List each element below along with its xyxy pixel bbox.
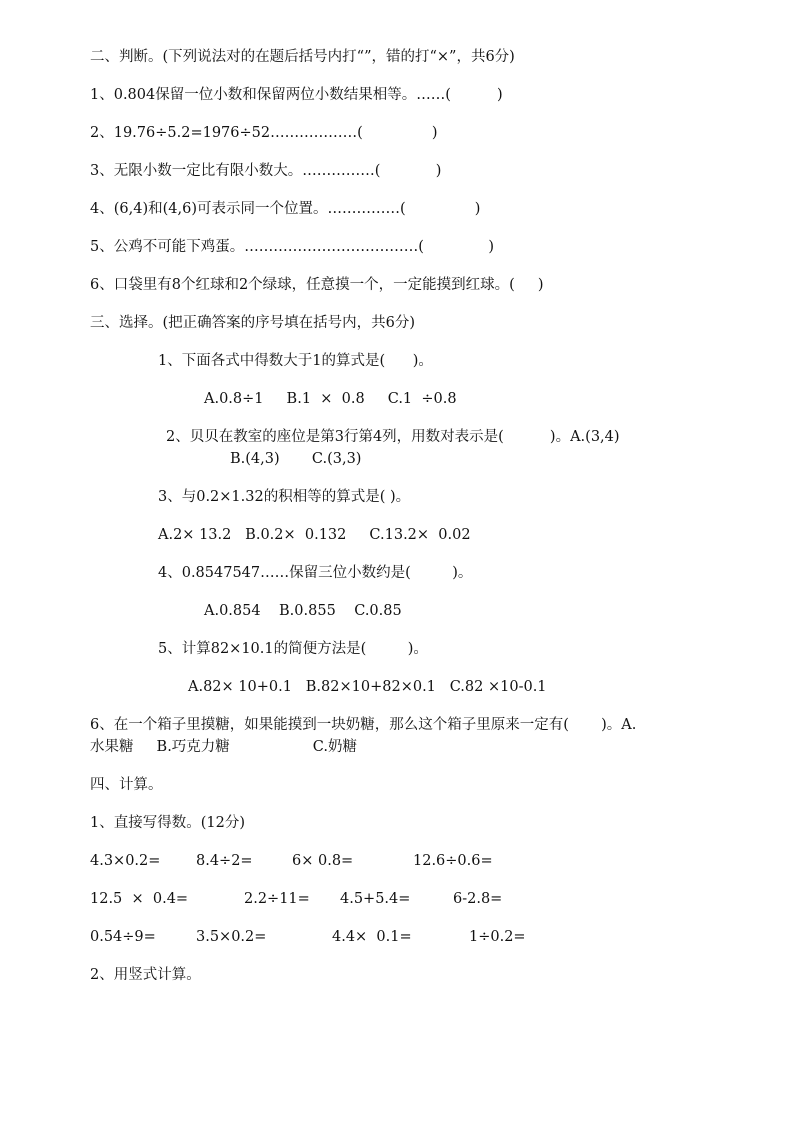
- calc-item: 4.3×0.2=: [90, 853, 161, 869]
- question-item: 1、下面各式中得数大于1的算式是( )。: [158, 353, 433, 369]
- answer-options: A.82× 10+0.1 B.82×10+82×0.1 C.82 ×10-0.1: [188, 679, 547, 695]
- question-item: 5、计算82×10.1的简便方法是( )。: [158, 641, 428, 657]
- answer-options: 水果糖 B.巧克力糖 C.奶糖: [90, 739, 357, 755]
- calc-item: 12.5 × 0.4=: [90, 891, 189, 907]
- answer-options: A.2× 13.2 B.0.2× 0.132 C.13.2× 0.02: [158, 527, 471, 543]
- question-item: 3、与0.2×1.32的积相等的算式是( )。: [158, 489, 411, 505]
- answer-options: A.0.8÷1 B.1 × 0.8 C.1 ÷0.8: [204, 391, 457, 407]
- answer-options: B.(4,3) C.(3,3): [230, 451, 362, 467]
- question-item: 4、(6,4)和(4,6)可表示同一个位置。……………( ): [90, 201, 481, 217]
- calc-item: 2.2÷11=: [244, 891, 310, 907]
- question-item: 1、0.804保留一位小数和保留两位小数结果相等。……( ): [90, 87, 503, 103]
- calc-item: 1÷0.2=: [469, 929, 526, 945]
- section-heading: 三、选择。(把正确答案的序号填在括号内，共6分): [90, 315, 416, 331]
- question-item: 5、公鸡不可能下鸡蛋。………………………………( ): [90, 239, 495, 255]
- calc-item: 0.54÷9=: [90, 929, 156, 945]
- calc-item: 6-2.8=: [453, 891, 503, 907]
- calc-item: 3.5×0.2=: [196, 929, 267, 945]
- question-item: 2、19.76÷5.2=1976÷52………………( ): [90, 125, 438, 141]
- calc-item: 4.5+5.4=: [340, 891, 411, 907]
- answer-options: A.0.854 B.0.855 C.0.85: [204, 603, 402, 619]
- calc-item: 8.4÷2=: [196, 853, 253, 869]
- section-heading: 二、判断。(下列说法对的在题后括号内打“”，错的打“×”，共6分): [90, 49, 515, 65]
- calc-item: 6× 0.8=: [292, 853, 354, 869]
- question-item: 4、0.8547547……保留三位小数约是( )。: [158, 565, 473, 581]
- question-item: 3、无限小数一定比有限小数大。……………( ): [90, 163, 442, 179]
- subsection-heading: 1、直接写得数。(12分): [90, 815, 245, 831]
- section-heading: 四、计算。: [90, 777, 163, 793]
- calc-item: 4.4× 0.1=: [332, 929, 412, 945]
- question-item: 6、口袋里有8个红球和2个绿球，任意摸一个，一定能摸到红球。( ): [90, 277, 544, 293]
- question-item: 6、在一个箱子里摸糖，如果能摸到一块奶糖，那么这个箱子里原来一定有( )。A.: [90, 717, 637, 733]
- subsection-heading: 2、用竖式计算。: [90, 967, 201, 983]
- question-item: 2、贝贝在教室的座位是第3行第4列，用数对表示是( )。A.(3,4): [166, 429, 620, 445]
- calc-item: 12.6÷0.6=: [413, 853, 493, 869]
